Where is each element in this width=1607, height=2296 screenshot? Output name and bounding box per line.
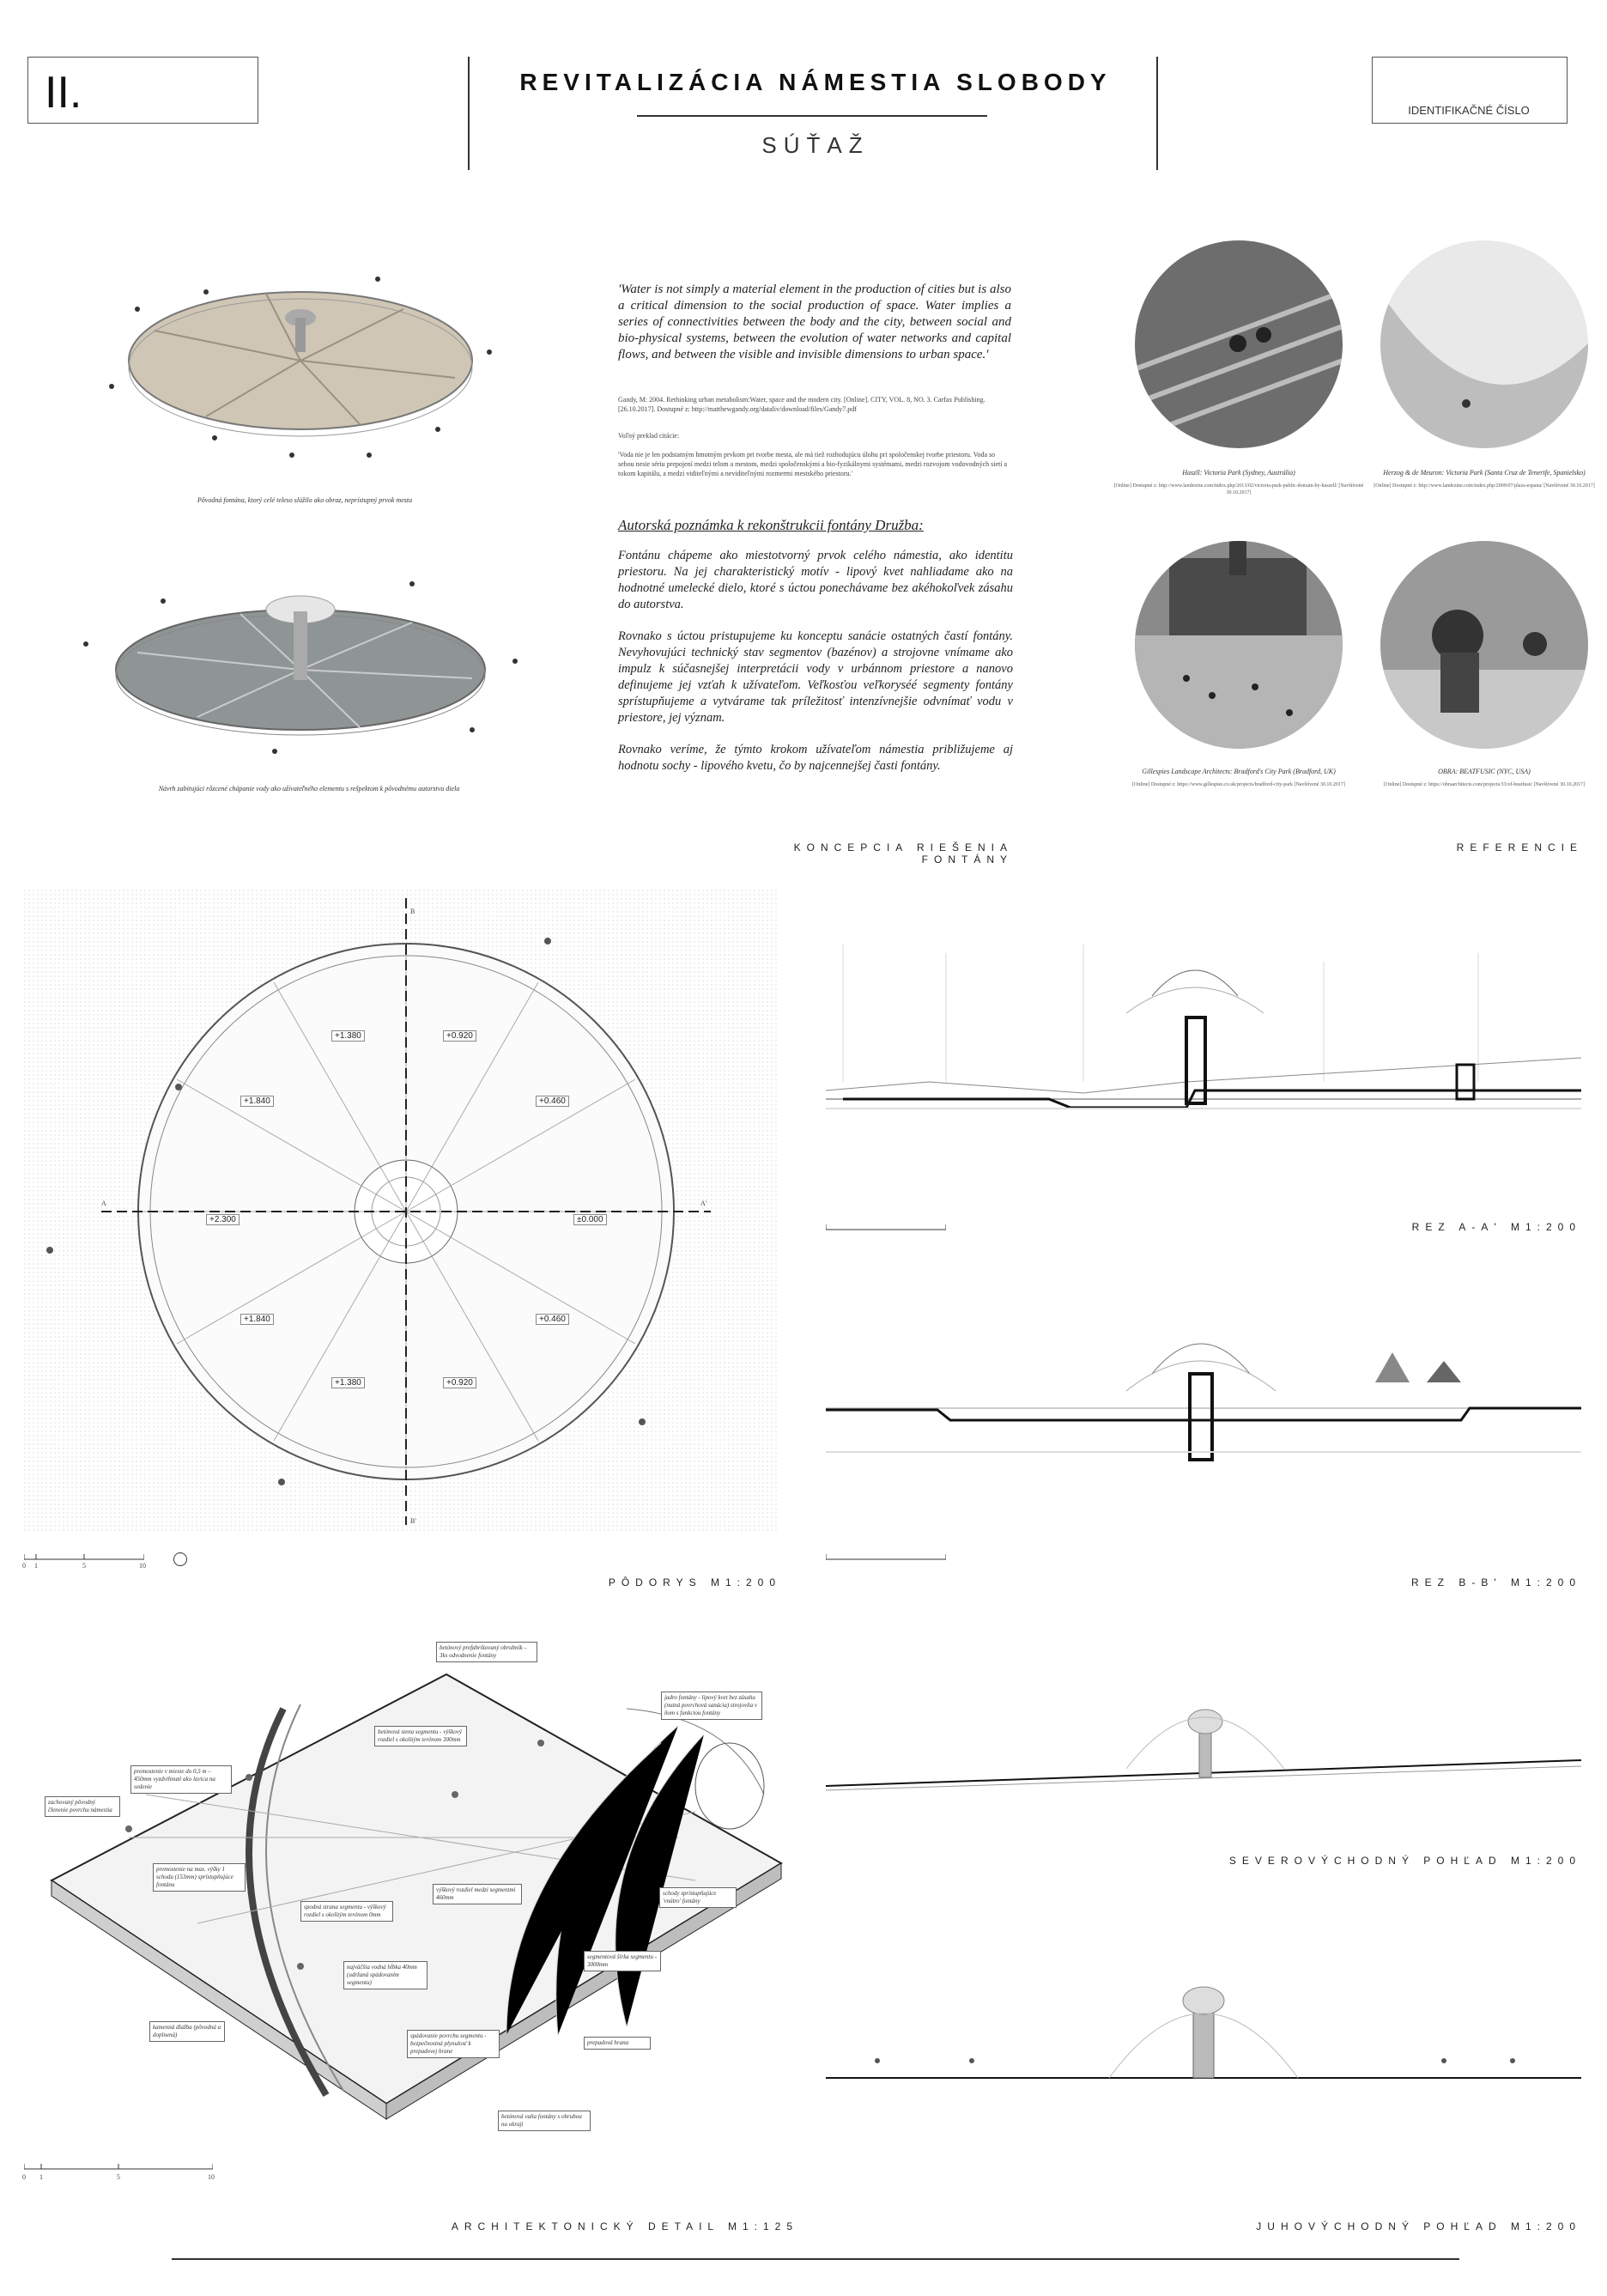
- quote-translation: 'Voda nie je len podstatným hmotným prvkom pri tvorbe mesta, ale má tiež rozhodujúcu úlohu pri spoločenskej tvorbe priestoru. Voda so sebou nesie sériu prepojení medzi telom a mestom, medzi spoločenskými a bio-fyzikálnymi systémami, medzi rozvojom vodovodných sietí a tokom kapitálu, a medzi viditeľnými a neviditeľnými rozmermi mestského priestoru.': [618, 451, 1008, 477]
- section-bb-label: REZ B-B' M1:200: [1411, 1576, 1581, 1588]
- footer-rule: [172, 2258, 1459, 2260]
- plan-value-4: +0.460: [536, 1096, 569, 1107]
- detail-callout-11: segmentová šírka segmentu - 3000mm: [584, 1951, 661, 1971]
- author-note-p3: Rovnako veríme, že týmto krokom užívateľom námestia približujeme aj hodnotu sochy - lipového kvetu, čo by najcennejšej časti fontány.: [618, 743, 1013, 773]
- section-number: II.: [45, 68, 82, 118]
- proposed-fountain-caption: Návrh zabitujúci rôzcené chápanie vody ako užívateľného elementu s rešpektom k pôvodnému autorstvu diela: [158, 785, 460, 793]
- plan-value-6: ±0.000: [573, 1214, 607, 1225]
- section-bb-drawing: [826, 1314, 1581, 1485]
- author-note-p2: Rovnako s úctou pristupujeme ku konceptu sanácie ostatných častí fontány. Nevyhovujúci technický stav segmentov (bazénov) a strojovne vnímame ako impulz k súčasnejšej interpretácii vody v urbánnom priestore a nanovo definujeme jej vzťah k užívateľom. Veľkosťou veľkoryséé segmenty fontány sprístupňujeme a vytvárame tak príležitosť intenzívnejšie odvnímať vodu v priestore, jej význam.: [618, 629, 1013, 725]
- section-aa-label: REZ A-A' M1:200: [1411, 1221, 1581, 1233]
- detail-callout-7: výškový rozdiel medzi segmentmi 460mm: [433, 1884, 522, 1904]
- detail-callout-9: spodná strana segmentu - výškový rozdiel s okolitým terénom 0mm: [300, 1901, 393, 1922]
- plan-value-9: +1.380: [331, 1377, 365, 1388]
- plan-axis-a-prime: A': [700, 1200, 707, 1207]
- detail-scale-1: 1: [39, 2173, 43, 2181]
- north-arrow-icon: [173, 1552, 187, 1566]
- plan-value-2: +0.920: [443, 1030, 476, 1042]
- plan-scale-10: 10: [139, 1562, 146, 1570]
- detail-callout-4: premostenie v mieste do 0,5 m – 450mm vyzdvihnuté ako lavica na sedenie: [130, 1765, 232, 1794]
- section-bb-scale-bar: [826, 1552, 946, 1561]
- detail-callout-12: kamenná dlažba (pôvodná a doplnená): [149, 2021, 225, 2042]
- floor-plan-drawing: [24, 890, 779, 1534]
- concept-section-label: KONCEPCIA RIEŠENIA FONTÁNY: [793, 841, 1013, 866]
- plan-value-8: +0.460: [536, 1314, 569, 1325]
- original-fountain-caption: Pôvodná fontána, ktorý celé teleso slúžilo ako obraz, neprístupný prvok mesta: [197, 496, 413, 504]
- id-number-label: IDENTIFIKAČNÉ ČÍSLO: [1408, 104, 1530, 117]
- plan-axis-b-prime: B': [410, 1517, 416, 1525]
- original-fountain-render: [77, 258, 524, 481]
- northeast-view-label: SEVEROVÝCHODNÝ POHĽAD M1:200: [1228, 1855, 1581, 1867]
- detail-callout-10: najväčšia vodná hĺbka 40mm (udržaná spádovaním segmentu): [343, 1961, 428, 1989]
- plan-value-1: +1.380: [331, 1030, 365, 1042]
- plan-value-7: +1.840: [240, 1314, 274, 1325]
- plan-value-3: +1.840: [240, 1096, 274, 1107]
- detail-callout-8: schody sprístupňujúce 'vnútro' fontány: [659, 1887, 737, 1908]
- detail-callout-14: prepadová hrana: [584, 2037, 651, 2050]
- detail-callout-15: betónová vaňa fontány s obrubou na okraji: [498, 2111, 591, 2131]
- references-section-label: REFERENCIE: [1456, 841, 1583, 853]
- author-note-p1: Fontánu chápeme ako miestotvorný prvok celého námestia, ako identitu priestoru. Na jej charakteristický motív - lipový kvet nahliadame ako na hodnotné umelecké dielo, ktoré s úctou ponechávame bez akéhokoľvek zásahu do autorstva.: [618, 549, 1013, 611]
- header-divider-right: [1156, 57, 1158, 170]
- reference-photo-3: [1135, 541, 1343, 749]
- detail-callout-1: betónový prefabrikovaný obrubník – 3ks odvodnenie fontány: [436, 1642, 537, 1662]
- reference-photo-1: [1135, 240, 1343, 448]
- detail-scale-5: 5: [117, 2173, 120, 2181]
- detail-label: ARCHITEKTONICKÝ DETAIL M1:125: [451, 2220, 798, 2232]
- proposed-fountain-render: [69, 567, 532, 773]
- quote-citation: Gandy, M: 2004. Rethinking urban metabolism:Water, space and the modern city. [Online]. CITY, VOL. 8, NO. 3. Carfax Publishing. [26.10.2017]. Dostupné z: http://matthewgandy.org/dataliv/download/files/Gandy7.pdf: [618, 396, 985, 413]
- detail-callout-3: betónová stena segmentu - výškový rozdiel s okolitým terénom 300mm: [374, 1726, 467, 1746]
- reference-source-2: [Online] Dostupné z: http://www.landezine.com/index.php/2009/07/plaza-espana/ [Navštívené 30.10.2017]: [1374, 483, 1595, 489]
- section-aa-scale-bar: [826, 1223, 946, 1231]
- reference-caption-2: Herzog & de Meuron: Victoria Park (Santa Cruz de Tenerife, Spanielsko): [1383, 469, 1586, 477]
- southeast-view-drawing: [826, 1932, 1581, 2104]
- detail-callout-6: premostenie na max. výšky 1 schodu (153mm) sprístupňujúce fontánu: [153, 1863, 246, 1892]
- plan-scale-0: 0: [22, 1562, 26, 1570]
- reference-photo-2: [1380, 240, 1588, 448]
- plan-axis-b: B: [410, 908, 415, 915]
- reference-caption-1: Haszll: Victoria Park (Sydney, Austrália): [1182, 469, 1295, 477]
- plan-axis-a: A: [101, 1200, 106, 1207]
- detail-callout-13: spádovanie povrchu segmentu - bezpečnostná plynulosť k prepadovej hrane: [407, 2030, 500, 2058]
- plan-scale-5: 5: [82, 1562, 86, 1570]
- detail-scale-bar: [24, 2162, 213, 2171]
- plan-scale-bar: [24, 1552, 144, 1561]
- reference-source-4: [Online] Dostupné z: https://obraarchitects.com/projects/33/of-beatfusic [Navštívené 30.10.2017]: [1384, 782, 1585, 787]
- reference-photo-4: [1380, 541, 1588, 749]
- reference-source-3: [Online] Dostupné z: https://www.gillespies.co.uk/projects/bradford-city-park [Navštívené 30.10.2017]: [1132, 782, 1345, 787]
- translation-label: Voľný preklad citácie:: [618, 432, 680, 440]
- detail-callout-5: zachovaný pôvodný členenie povrchu námestia: [45, 1796, 120, 1817]
- detail-callout-2: jadro fontány - lipový kvet bez zásahu (nutná povrchová sanácia) strojovňa v ňom s funkciou fontány: [661, 1692, 762, 1720]
- page-title: REVITALIZÁCIA NÁMESTIA SLOBODY: [519, 69, 1112, 95]
- reference-source-1: [Online] Dostupné z: http://www.landezine.com/index.php/2013/02/victoria-park-public-domain-by-haszell/ [Navštívené 30.10.2017]: [1113, 483, 1364, 495]
- reference-caption-4: OBRA: BEATFUSIC (NYC, USA): [1438, 768, 1531, 775]
- author-note-heading: Autorská poznámka k rekonštrukcii fontány Družba:: [618, 517, 924, 533]
- detail-scale-0: 0: [22, 2173, 26, 2181]
- plan-value-10: +0.920: [443, 1377, 476, 1388]
- plan-scale-1: 1: [34, 1562, 38, 1570]
- water-quote: 'Water is not simply a material element in the production of cities but is also a critical dimension to the social production of space. Water implies a series of connectivities between the body and the city, between social and bio-physical systems, between the evolution of water networks and capital flows, and between the visible and invisible dimensions to urban space.': [618, 282, 1011, 361]
- plan-label: PÔDORYS M1:200: [608, 1576, 781, 1588]
- reference-caption-3: Gillespies Landscape Architects: Bradford's City Park (Bradford, UK): [1142, 768, 1336, 775]
- northeast-view-drawing: [826, 1674, 1581, 1803]
- title-rule: [637, 115, 987, 117]
- detail-scale-10: 10: [208, 2173, 215, 2181]
- page-subtitle: SÚŤAŽ: [761, 132, 870, 158]
- southeast-view-label: JUHOVÝCHODNÝ POHĽAD M1:200: [1256, 2220, 1581, 2232]
- header-divider-left: [468, 57, 470, 170]
- section-aa-drawing: [826, 927, 1581, 1133]
- plan-value-5: +2.300: [206, 1214, 240, 1225]
